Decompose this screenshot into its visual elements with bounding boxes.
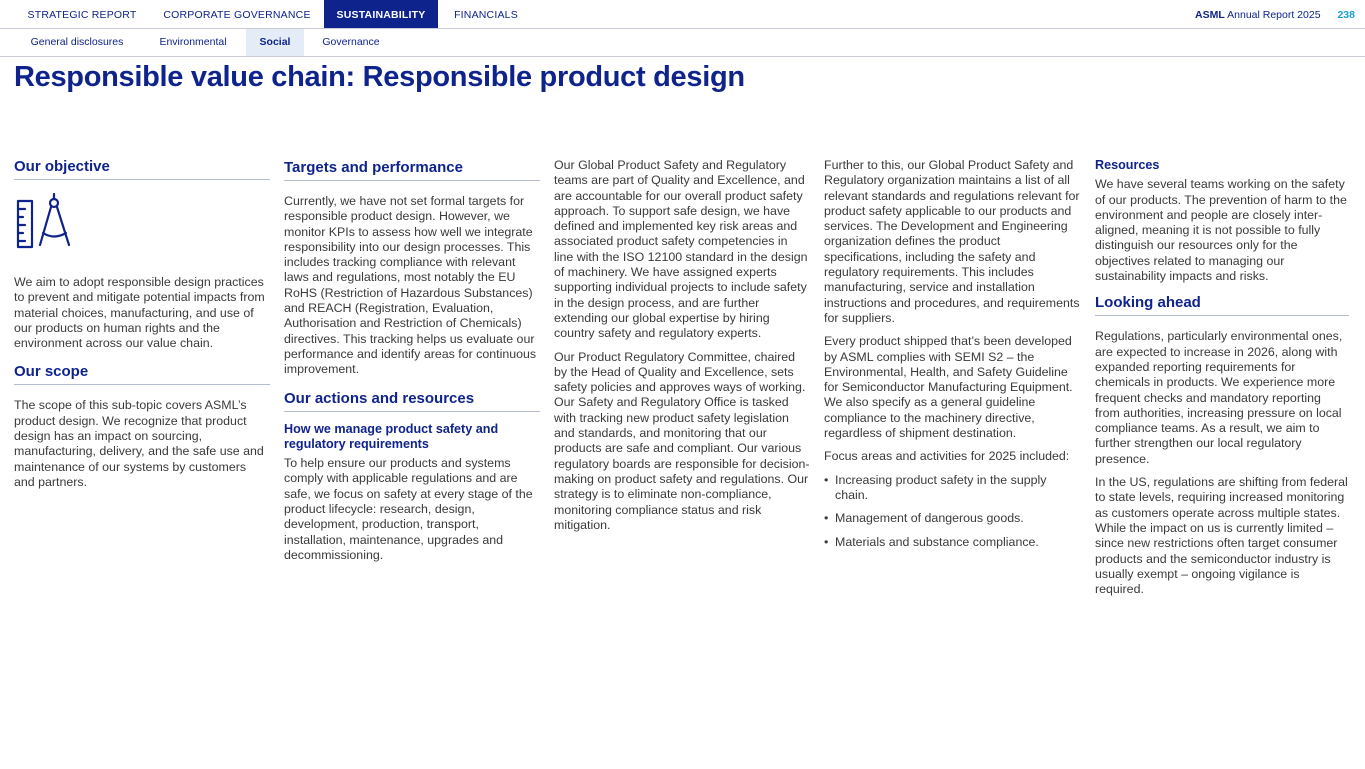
top-navigation <box>0 0 1365 29</box>
regulatory-committee-paragraph: Our Product Regulatory Committee, chaired by the Head of Quality and Excellence, sets safety policies and approves ways of working. Our Safety and Regulatory Office is tasked with tracking new product safety legislation and standards, and monitoring that our products are safe and compliant. Our various regulatory boards are responsible for decision-making on product safety and regulations. Our strategy is to eliminate non-compliance, monitoring compliance status and risk mitigation. <box>554 349 810 532</box>
focus-areas-intro: Focus areas and activities for 2025 included: <box>824 449 1070 464</box>
sub-navigation <box>0 29 1365 57</box>
targets-heading: Targets and performance <box>284 159 540 181</box>
tab-financials[interactable]: FINANCIALS <box>454 9 518 21</box>
resources-text: We have several teams working on the safety of our products. The prevention of harm to the environment and people are closely inter-aligned, meaning it is not possible to fully distinguish our resources only for the objectives related to managing our sustainability impacts and risks. <box>1095 177 1347 284</box>
tab-strategic-report[interactable]: STRATEGIC REPORT <box>27 9 137 21</box>
list-item: • Materials and substance compliance. <box>824 535 1080 550</box>
resources-heading: Resources <box>1095 158 1160 172</box>
report-brand: ASML <box>1195 9 1225 21</box>
scope-heading: Our scope <box>14 363 270 385</box>
targets-text: Currently, we have not set formal targets for responsible product design. However, we monitor KPIs to assess how well we integrate responsibility into our design processes. This includes tracking compliance with relevant laws and regulations, most notably the EU RoHS (Restriction of Hazardous Substances) and REACH (Registration, Evaluation, Authorisation and Restriction of Chemicals) directives. This tracking helps us evaluate our performance and identify areas for continuous improvement. <box>284 194 537 377</box>
page-title: Responsible value chain: Responsible product design <box>14 61 745 93</box>
column-objective-scope <box>14 158 270 498</box>
safety-teams-paragraph: Our Global Product Safety and Regulatory teams are part of Quality and Excellence, and are accountable for our overall product safety approach. To support safe design, we have defined and implemented key risk areas and associated product safety competencies in line with the ISO 12100 standard in the design of machinery. We have assigned experts supporting individual projects to include safety in the design process, and are further extending our global expertise by hiring country safety and regulatory experts. <box>554 158 808 341</box>
looking-ahead-paragraph-2: In the US, regulations are shifting from federal to state levels, requiring increased monitoring as customers operate across multiple states. While the impact on us is currently limited – since new restrictions often target consumer products and the semiconductor industry is usually exempt – ongoing vigilance is required. <box>1095 475 1348 597</box>
list-item: • Management of dangerous goods. <box>824 511 1080 526</box>
list-item: • Increasing product safety in the supply chain. <box>824 473 1080 504</box>
column-standards <box>824 158 1080 558</box>
column-resources-outlook <box>1095 158 1349 605</box>
tab-corporate-governance[interactable]: CORPORATE GOVERNANCE <box>163 9 311 21</box>
scope-text: The scope of this sub-topic covers ASML’s product design. We recognize that product design has an impact on sourcing, manufacturing, delivery, and the safe use and maintenance of our systems by customers and partners. <box>14 398 264 489</box>
column-targets-actions <box>284 158 540 571</box>
standards-paragraph: Further to this, our Global Product Safety and Regulatory organization maintains a list of all relevant standards and regulations relevant for product safety applicable to our products and services. The Development and Engineering organization defines the product specifications, including the safety and regulatory requirements. This includes manufacturing, service and installation instructions and procedures, and requirements for suppliers. <box>824 158 1080 325</box>
manage-subheading: How we manage product safety and regulatory requirements <box>284 421 499 451</box>
looking-ahead-heading: Looking ahead <box>1095 294 1349 316</box>
looking-ahead-paragraph-1: Regulations, particularly environmental ones, are expected to increase in 2026, along with expanded reporting requirements for chemicals in products. We experience more frequent checks and mandatory reporting from authorities, increasing pressure on local compliance teams. As a result, we aim to further strengthen our local regulatory presence. <box>1095 329 1343 466</box>
actions-heading: Our actions and resources <box>284 390 540 412</box>
tab-sustainability[interactable]: SUSTAINABILITY <box>324 0 438 28</box>
objective-heading: Our objective <box>14 158 270 180</box>
report-title: Annual Report 2025 <box>1227 9 1321 21</box>
subtab-environmental[interactable]: Environmental <box>159 36 227 48</box>
subtab-governance[interactable]: Governance <box>322 36 380 48</box>
subtab-social[interactable]: Social <box>246 29 304 56</box>
ruler-compass-icon <box>14 193 74 253</box>
focus-areas-list <box>824 473 1080 550</box>
semi-s2-paragraph: Every product shipped that’s been developed by ASML complies with SEMI S2 – the Environmental, Health, and Safety Guideline for Semiconductor Manufacturing Equipment. We also specify as a general guideline compliance to the machinery directive, regardless of shipment destination. <box>824 334 1073 441</box>
subtab-general-disclosures[interactable]: General disclosures <box>30 36 124 48</box>
manage-text: To help ensure our products and systems comply with applicable regulations and are safe, we focus on safety at every stage of the product lifecycle: research, design, development, production, transport, installation, maintenance, upgrades and decommissioning. <box>284 456 533 562</box>
report-label <box>1195 0 1355 28</box>
column-safety-teams <box>554 158 810 541</box>
objective-text: We aim to adopt responsible design practices to prevent and mitigate potential impacts from material choices, manufacturing, and use of our products on human rights and the environment across our value chain. <box>14 275 265 351</box>
page-number: 238 <box>1337 9 1355 21</box>
